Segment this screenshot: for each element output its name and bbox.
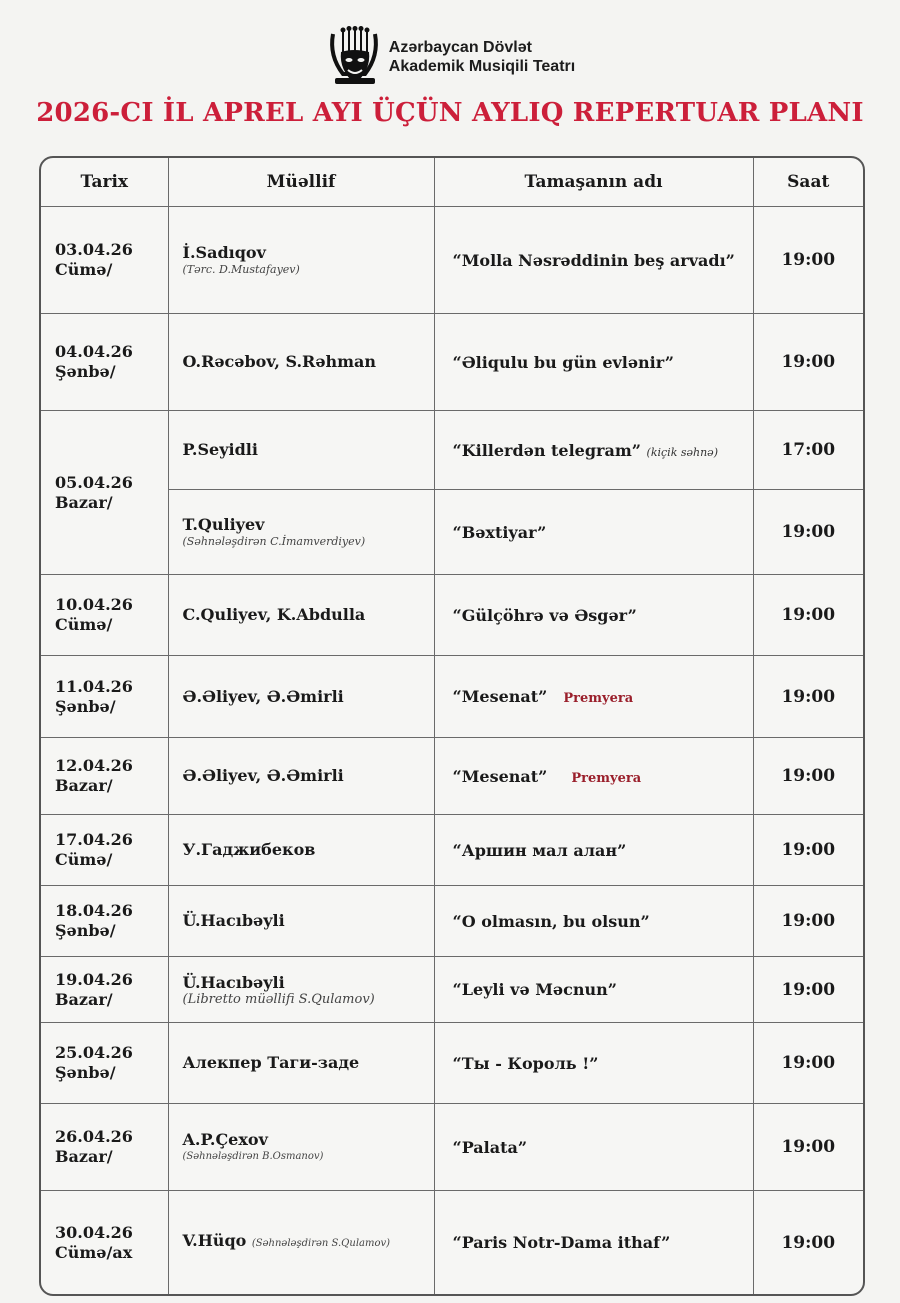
author-name: A.P.Çexov [182, 1130, 268, 1149]
table-row [41, 656, 863, 738]
repertoire-table-container [39, 156, 865, 1296]
table-row [41, 1191, 863, 1295]
organization-name [389, 38, 575, 76]
author-note: (Səhnələşdirən S.Qulamov) [251, 1238, 391, 1250]
date: 03.04.26 [55, 240, 133, 259]
date: 04.04.26 [55, 342, 133, 361]
date: 19.04.26 [55, 969, 133, 989]
author-note: (Libretto müəllifi S.Qulamov) [182, 991, 375, 1007]
weekday: Şənbə/ [55, 696, 116, 716]
table-row [41, 314, 863, 411]
author-name: Ə.Əliyev, Ə.Əmirli [168, 738, 434, 815]
date-cell [41, 1104, 168, 1191]
show-time: 19:00 [753, 738, 863, 815]
author-name: Ü.Hacıbəyli [168, 886, 434, 957]
date: 12.04.26 [55, 756, 133, 775]
author-cell [168, 957, 434, 1023]
date-cell [41, 738, 168, 815]
date-cell [41, 575, 168, 656]
date-cell [41, 411, 168, 575]
weekday: Cümə/ [55, 850, 113, 869]
date: 26.04.26 [55, 1127, 133, 1146]
premiere-label: Premyera [563, 691, 634, 706]
author-name: Алекпер Таги-заде [168, 1023, 434, 1104]
header [0, 22, 900, 92]
author-name: Ə.Əliyev, Ə.Əmirli [168, 656, 434, 738]
date: 11.04.26 [55, 676, 133, 696]
author-name: P.Seyidli [168, 411, 434, 490]
weekday: Bazar/ [55, 776, 113, 795]
date: 30.04.26 [55, 1222, 133, 1242]
author-cell [168, 1191, 434, 1295]
author-name: У.Гаджибеков [168, 815, 434, 886]
show-time: 19:00 [753, 1104, 863, 1191]
author-name: V.Hüqo [182, 1231, 247, 1251]
show-title: “Molla Nəsrəddinin beş arvadı” [434, 207, 753, 314]
table-row [41, 1023, 863, 1104]
organization-line-2: Akademik Musiqili Teatrı [388, 58, 576, 75]
table-row [41, 411, 863, 490]
lyre-theatre-mask-icon [325, 26, 383, 88]
date-cell [41, 1023, 168, 1104]
date-cell [41, 314, 168, 411]
header-date: Tarix [41, 158, 168, 207]
premiere-label: Premyera [571, 770, 642, 786]
show-time: 19:00 [753, 575, 863, 656]
show-cell [434, 411, 753, 490]
page-title: 2026-CI İL APREL AYI ÜÇÜN AYLIQ REPERTUAR PLANI [36, 98, 864, 128]
table-row [41, 207, 863, 314]
show-cell [434, 656, 753, 738]
date: 18.04.26 [55, 901, 133, 920]
header-author: Müəllif [168, 158, 434, 207]
show-time: 19:00 [753, 490, 863, 575]
show-title: “Leyli və Məcnun” [434, 957, 753, 1023]
date: 25.04.26 [55, 1043, 133, 1062]
table-row [41, 815, 863, 886]
show-time: 19:00 [753, 886, 863, 957]
date: 10.04.26 [55, 595, 133, 614]
weekday: Cümə/ [55, 260, 113, 279]
show-time: 19:00 [753, 207, 863, 314]
show-title: “Аршин мал алан” [434, 815, 753, 886]
show-title: “Ты - Король !” [434, 1023, 753, 1104]
weekday: Şənbə/ [55, 362, 116, 381]
author-cell [168, 207, 434, 314]
author-note: (Tərc. D.Mustafayev) [182, 263, 300, 276]
show-title: “Əliqulu bu gün evlənir” [434, 314, 753, 411]
author-name: O.Rəcəbov, S.Rəhman [168, 314, 434, 411]
table-row [41, 575, 863, 656]
date: 05.04.26 [55, 472, 133, 492]
show-title: “Mesenat” [452, 687, 548, 706]
table-row [41, 738, 863, 815]
show-title: “Killerdən telegram” [452, 440, 641, 460]
weekday: Bazar/ [55, 492, 113, 512]
date-cell [41, 886, 168, 957]
weekday: Şənbə/ [55, 921, 116, 940]
show-time: 19:00 [753, 314, 863, 411]
repertoire-table [41, 158, 863, 1295]
show-time: 19:00 [753, 1191, 863, 1295]
author-name: T.Quliyev [182, 515, 265, 534]
show-title: “Bəxtiyar” [434, 490, 753, 575]
show-title: “Mesenat” [452, 766, 548, 786]
show-time: 19:00 [753, 957, 863, 1023]
show-time: 17:00 [753, 411, 863, 490]
weekday: Cümə/ [55, 615, 113, 634]
date-cell [41, 957, 168, 1023]
theatre-logo [325, 26, 575, 88]
weekday: Cümə/ax [55, 1242, 133, 1262]
show-title: “Paris Notr-Dama ithaf” [434, 1191, 753, 1295]
weekday: Bazar/ [55, 989, 113, 1009]
date-cell [41, 207, 168, 314]
show-title: “Gülçöhrə və Əsgər” [434, 575, 753, 656]
author-name: Ü.Hacıbəyli [182, 972, 285, 992]
table-row [41, 886, 863, 957]
show-title: “O olmasın, bu olsun” [434, 886, 753, 957]
organization-line-1: Azərbaycan Dövlət [388, 39, 532, 56]
header-show: Tamaşanın adı [434, 158, 753, 207]
date-cell [41, 656, 168, 738]
show-time: 19:00 [753, 815, 863, 886]
author-name: C.Quliyev, K.Abdulla [168, 575, 434, 656]
show-title: “Palata” [434, 1104, 753, 1191]
table-row [41, 1104, 863, 1191]
table-row [41, 957, 863, 1023]
author-cell [168, 490, 434, 575]
weekday: Şənbə/ [55, 1063, 116, 1082]
show-note: (kiçik səhnə) [646, 445, 718, 459]
author-name: İ.Sadıqov [182, 243, 266, 262]
date-cell [41, 1191, 168, 1295]
header-time: Saat [753, 158, 863, 207]
show-time: 19:00 [753, 656, 863, 738]
table-header-row [41, 158, 863, 207]
author-note: (Səhnələşdirən C.İmamverdiyev) [182, 535, 366, 548]
author-cell [168, 1104, 434, 1191]
date: 17.04.26 [55, 830, 133, 849]
show-time: 19:00 [753, 1023, 863, 1104]
author-note: (Səhnələşdirən B.Osmanov) [182, 1151, 324, 1162]
show-cell [434, 738, 753, 815]
weekday: Bazar/ [55, 1147, 113, 1166]
date-cell [41, 815, 168, 886]
